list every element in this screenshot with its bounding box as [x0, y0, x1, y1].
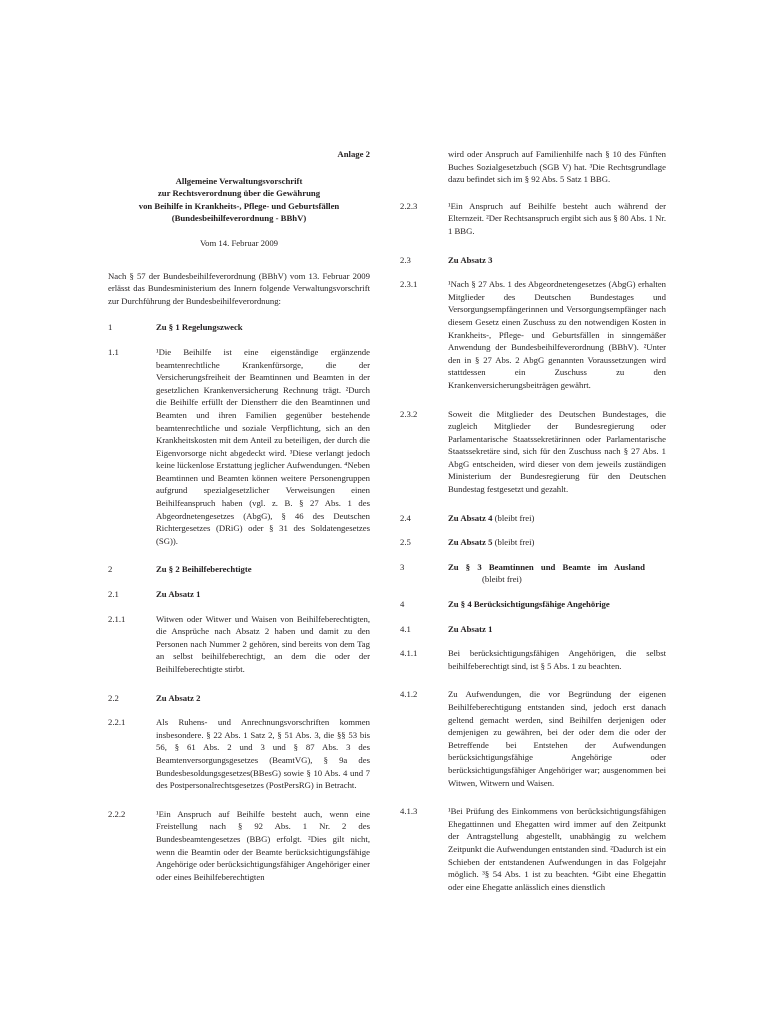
section-number: 2.2.1 [108, 717, 126, 728]
section-title: Zu Absatz 3 [448, 254, 493, 265]
section-paragraph [400, 408, 666, 496]
section-heading [400, 598, 666, 611]
section-number: 1 [108, 322, 113, 333]
section-note: (bleibt frei) [482, 574, 522, 585]
intro-paragraph: Nach § 57 der Bundesbeihilfeverordnung (BBhV) vom 13. Februar 2009 erlässt das Bundesministerium des Innern folgende Verwaltungsvorschrift zur Durchführung der Bundesbeihilfeverordnung: [108, 270, 370, 306]
section-title: Zu Absatz 4 [448, 512, 493, 523]
section-number: 2.1.1 [108, 613, 126, 624]
section-paragraph [400, 647, 666, 672]
section-title: Zu Absatz 1 [156, 589, 201, 600]
section-title: Zu Absatz 2 [156, 692, 201, 703]
attachment-label: Anlage 2 [337, 149, 370, 159]
section-paragraph [400, 278, 666, 391]
section-text: ¹Ein Anspruch auf Beihilfe besteht auch, wenn eine Freistellung nach § 92 Abs. 1 Nr. 2 des Bundesbeamtengesetzes (BBG) erfolgt. ²Dies gilt nicht, wenn die Beamtin oder der Beamte berücksichtigungsfähige Angehörige oder berücksichtigungsfähiger Angehöriger einer oder eines Beihilfeberechtigten [156, 808, 370, 882]
section-heading [108, 321, 370, 334]
section-number: 4.1.2 [400, 689, 418, 700]
section-title: Zu § 4 Berücksichtigungsfähige Angehörige [448, 599, 610, 610]
section-heading [400, 623, 666, 636]
section-heading [400, 561, 666, 586]
left-column [108, 148, 370, 895]
section-note: (bleibt frei) [492, 537, 535, 548]
section-number: 2.2 [108, 692, 119, 703]
heading-line: von Beihilfe in Krankheits-, Pflege- und Geburtsfällen [138, 200, 340, 211]
section-heading [400, 254, 666, 267]
section-text: ¹Ein Anspruch auf Beihilfe besteht auch während der Elternzeit. ²Der Rechtsanspruch ergibt sich aus § 80 Abs. 1 Nr. 1 BBG. [448, 200, 666, 236]
heading-line: zur Rechtsverordnung über die Gewährung [157, 188, 321, 199]
continued-text: wird oder Anspruch auf Familienhilfe nach § 10 des Fünften Buches Sozialgesetzbuch (SGB V) hat. ³Die Rechtsgrundlage dazu befindet sich im § 92 Abs. 5 Satz 1 BBG. [448, 149, 666, 185]
section-text: Soweit die Mitglieder des Deutschen Bundestages, die zugleich Mitglieder der Bundesregierung oder Parlamentarische Staatssekretärinnen oder Parlamentarische Staatssekretäre sind, sich für den Zuschuss nach § 27 Abs. 1 AbgG entscheiden, wird dieser von dem jeweils zuständigen Ministerium der Bundesregierung für den Deutschen Bundestag festgesetzt und gezahlt. [448, 408, 666, 495]
section-paragraph [400, 200, 666, 238]
section-paragraph [108, 613, 370, 676]
section-text: Als Ruhens- und Anrechnungsvorschriften kommen insbesondere. § 22 Abs. 1 Satz 2, § 51 Abs. 3, die §§ 53 bis 56, § 61 Abs. 2 und 3 und § 87 Abs. 3 des Beamtenversorgungsgesetzes (BeamtVG), § 9a des Bundesbesoldungsgesetzes(BBesG) sowie § 10 Abs. 4 und 7 des Postpersonalrechtsgesetzes (PostPersRG) in Betracht. [156, 717, 370, 791]
section-heading [400, 512, 666, 525]
section-text: Witwen oder Witwer und Waisen von Beihilfeberechtigten, die Ansprüche nach Absatz 2 haben und damit zu den Personen nach Nummer 2 gehören, sind bereits von dem Tag an selbst beihilfeberechtigt, an dem die oder der Beihilfeberechtigte stirbt. [156, 613, 370, 674]
section-number: 2.5 [400, 537, 411, 548]
section-title: Zu § 1 Regelungszweck [156, 322, 243, 333]
section-number: 4.1 [400, 623, 411, 634]
document-date: Vom 14. Februar 2009 [199, 237, 279, 248]
heading-line: Allgemeine Verwaltungsvorschrift [175, 175, 303, 186]
section-heading [108, 588, 370, 601]
section-number: 2.3 [400, 254, 411, 265]
section-number: 4.1.1 [400, 648, 418, 659]
section-paragraph [108, 808, 370, 884]
section-title-line [448, 561, 666, 586]
section-number: 2.2.2 [108, 808, 126, 819]
section-number: 2.3.1 [400, 279, 418, 290]
section-text: ¹Bei Prüfung des Einkommens von berücksichtigungsfähigen Ehegattinnen und Ehegatten wird immer auf den Zeitpunkt der Antragstellung abgestellt, unabhängig zu welchem Zeitpunkt die Aufwendungen entstanden sind. ²Dadurch ist ein Schieben der entstandenen Aufwendungen in das Folgejahr möglich. ³§ 54 Abs. 1 ist zu beachten. ⁴Gibt eine Ehegattin oder eine Ehegatte anlässlich eines dienstlich [448, 806, 666, 892]
section-paragraph [400, 805, 666, 893]
section-number: 2.4 [400, 512, 411, 523]
section-number: 2.1 [108, 589, 119, 600]
section-note: (bleibt frei) [492, 512, 535, 523]
section-text: Bei berücksichtigungsfähigen Angehörigen, die selbst beihilfeberechtigt sind, ist § 5 Abs. 1 zu beachten. [448, 648, 666, 671]
section-title: Zu § 2 Beihilfeberechtigte [156, 564, 252, 575]
section-title: Zu § 3 Beamtinnen und Beamte im Ausland [448, 561, 645, 572]
section-heading [108, 563, 370, 576]
document-heading [108, 175, 370, 225]
section-number: 4.1.3 [400, 806, 418, 817]
section-title: Zu Absatz 1 [448, 623, 493, 634]
section-paragraph [400, 688, 666, 789]
section-number: 4 [400, 599, 405, 610]
section-title-line [448, 536, 666, 549]
section-number: 3 [400, 561, 405, 572]
section-text: Zu Aufwendungen, die vor Begründung der eigenen Beihilfeberechtigung entstanden sind, jedoch erst danach geltend gemacht werden, sind Beihilfen derjenigen oder demjenigen zu gewähren, bei der oder dem die oder der Betreffende bei Entstehen der Aufwendungen berücksichtigungsfähige Angehörige oder berücksichtigungsfähiger Angehöriger war; ausgenommen bei Witwen, Witwern und Waisen. [448, 689, 666, 788]
continued-paragraph [400, 148, 666, 186]
section-number: 2 [108, 564, 113, 575]
heading-line: (Bundesbeihilfeverordnung - BBhV) [171, 213, 307, 224]
section-text: ¹Nach § 27 Abs. 1 des Abgeordnetengesetzes (AbgG) erhalten Mitglieder des Deutschen Bundestages und Versorgungsempfängerinnen und Versorgungsempfänger nach diesem Gesetz einen Zuschuss zu den notwendigen Kosten in Krankheits-, Pflege- und Geburtsfällen in sinngemäßer Anwendung der Bundesbeihilfeverordnung (BBhV). ²Unter den in § 27 Abs. 2 AbgG genannten Voraussetzungen wird stattdessen ein Zuschuss zu den Krankenversicherungsbeiträgen gewährt. [448, 279, 666, 390]
section-number: 2.2.3 [400, 200, 418, 211]
section-paragraph [108, 346, 370, 548]
section-heading [400, 536, 666, 549]
section-number: 1.1 [108, 346, 119, 357]
section-title: Zu Absatz 5 [448, 537, 493, 548]
section-title-line [448, 512, 666, 525]
section-heading [108, 692, 370, 705]
section-number: 2.3.2 [400, 408, 418, 419]
section-paragraph [108, 716, 370, 792]
right-column [400, 148, 666, 905]
section-text: ¹Die Beihilfe ist eine eigenständige ergänzende beamtenrechtliche Krankenfürsorge, die der Versicherungsfreiheit der Beamtinnen und Beamten in der gesetzlichen Krankenversicherung Rechnung trägt. ²Durch die Beihilfe erfüllt der Dienstherr die den Beamtinnen und Beamten und ihren Familien gegenüber bestehende beamtenrechtliche und soziale Verpflichtung, sich an den Krankheitskosten mit dem Anteil zu beteiligen, der durch die Eigenvorsorge nicht abgedeckt wird. ³Diese verlangt jedoch keine lückenlose Erstattung jeglicher Aufwendungen. ⁴Neben Beamtinnen und Beamten können weitere Personengruppen aufgrund spezialgesetzlicher Verweisungen einen Beihilfeanspruch haben (vgl. z. B. § 27 Abs. 1 des Abgeordnetengesetzes (AbgG), § 46 des Deutschen Richtergesetzes (DRiG) oder § 31 des Soldatengesetzes (SG)). [156, 346, 370, 546]
